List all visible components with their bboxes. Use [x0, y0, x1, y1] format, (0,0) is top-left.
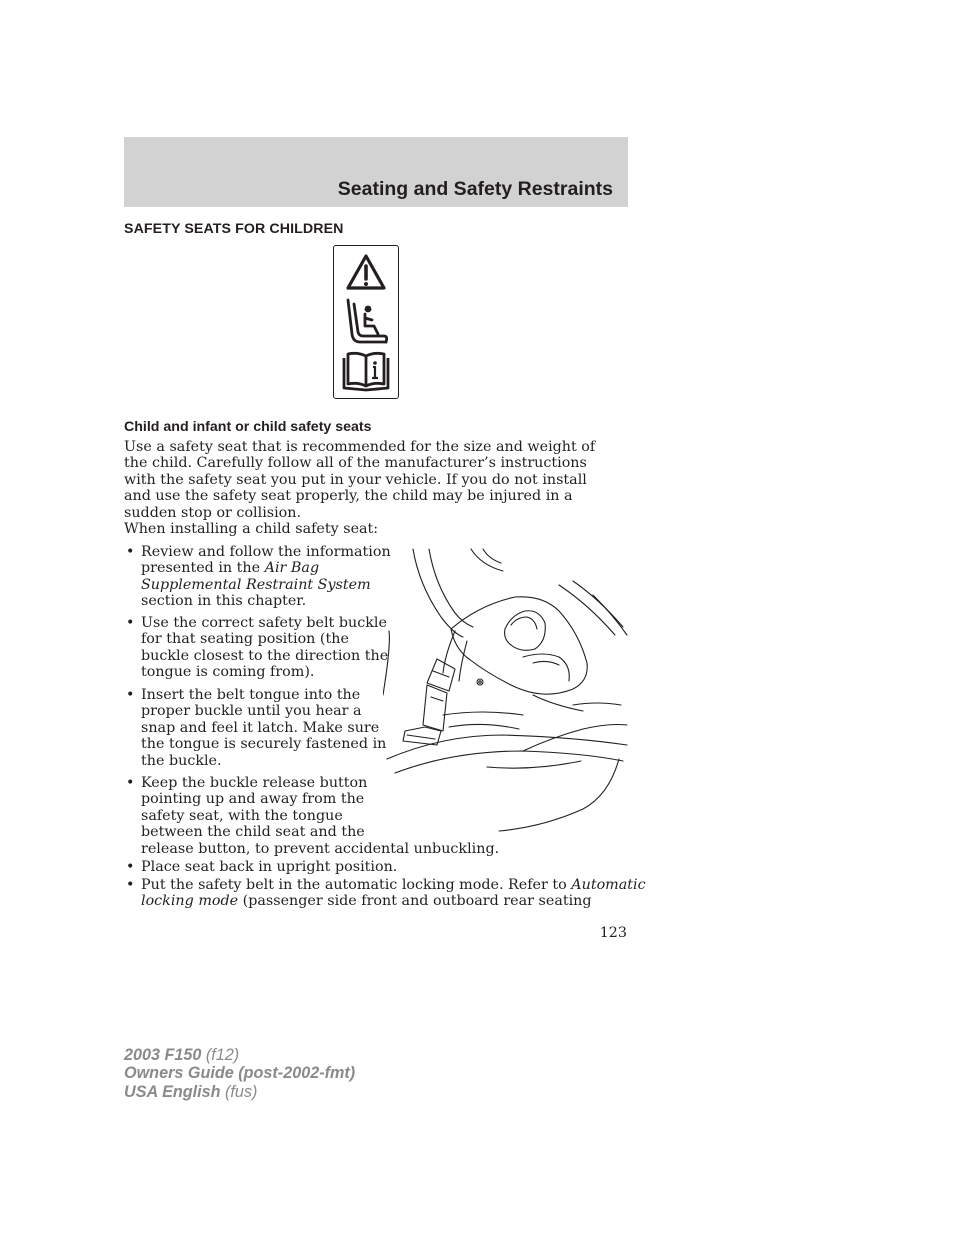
bullet-line: safety seat, with the tongue — [141, 807, 343, 824]
bullet-line: the tongue is securely fastened in — [141, 736, 387, 753]
section-title: SAFETY SEATS FOR CHILDREN — [124, 221, 344, 237]
intro-paragraph: Use a safety seat that is recommended for the size and weight of the child. Carefully follow all of the manufacturer’s instructions with the safety seat you put in your vehicle. If you do not install and use the safety seat properly, the child may be injured in a sudden stop or collision. — [124, 439, 596, 521]
bullet-line: between the child seat and the — [141, 824, 365, 841]
child-seat-buckle-illustration — [383, 545, 628, 835]
when-installing-text: When installing a child safety seat: — [124, 521, 379, 537]
footer-model-code: (f12) — [201, 1046, 240, 1064]
bullet-reference: Automatic — [571, 877, 646, 893]
footer-guide: Owners Guide (post-2002-fmt) — [124, 1064, 356, 1083]
bullet-dot: • — [126, 687, 135, 703]
warning-triangle-icon — [348, 256, 384, 288]
page-number: 123 — [599, 925, 627, 941]
footer-language: USA English — [124, 1082, 221, 1101]
bullet-reference: Air Bag — [264, 560, 320, 577]
bullet-line: Use the correct safety belt buckle — [141, 615, 387, 631]
bullet-reference: locking mode — [141, 893, 239, 910]
bullet-line: pointing up and away from the — [141, 791, 365, 808]
bullet-line: the buckle. — [141, 752, 222, 769]
bullet-line: release button, to prevent accidental unbuckling. — [141, 840, 500, 857]
bullet-line: Put the safety belt in the automatic locking mode. Refer to — [141, 877, 572, 893]
bullet-dot: • — [126, 775, 135, 791]
bullet-dot: • — [126, 859, 135, 875]
bullet-dot: • — [126, 877, 135, 893]
bullet-line: for that seating position (the — [141, 631, 349, 648]
bullet-line: tongue is coming from). — [141, 664, 315, 681]
chapter-title: Seating and Safety Restraints — [337, 178, 613, 200]
bullet-dot: • — [126, 544, 135, 560]
owner-manual-icon — [344, 353, 388, 390]
warning-icon-panel — [333, 245, 399, 399]
footer-metadata — [124, 1046, 355, 1101]
bullet-line: presented in the — [141, 560, 265, 577]
child-seat-icon — [348, 300, 387, 342]
bullet-line: proper buckle until you hear a — [141, 703, 362, 720]
footer-model: 2003 F150 — [124, 1046, 202, 1064]
bullet-line: Review and follow the information — [141, 544, 391, 560]
footer-language-code: (fus) — [220, 1082, 258, 1101]
bullet-line: Keep the buckle release button — [141, 775, 368, 791]
bullet-line: (passenger side front and outboard rear seating — [238, 893, 592, 910]
bullet-line: snap and feel it latch. Make sure — [141, 719, 380, 736]
bullet-line: buckle closest to the direction the — [141, 647, 389, 664]
bullet-line: Insert the belt tongue into the — [141, 687, 361, 703]
bullet-line: section in this chapter. — [141, 593, 307, 610]
bullet-reference: Supplemental Restraint System — [141, 576, 371, 593]
chapter-header-band — [124, 137, 628, 207]
bullet-dot: • — [126, 615, 135, 631]
bullet-line: Place seat back in upright position. — [141, 859, 398, 875]
sub-heading: Child and infant or child safety seats — [124, 419, 372, 435]
